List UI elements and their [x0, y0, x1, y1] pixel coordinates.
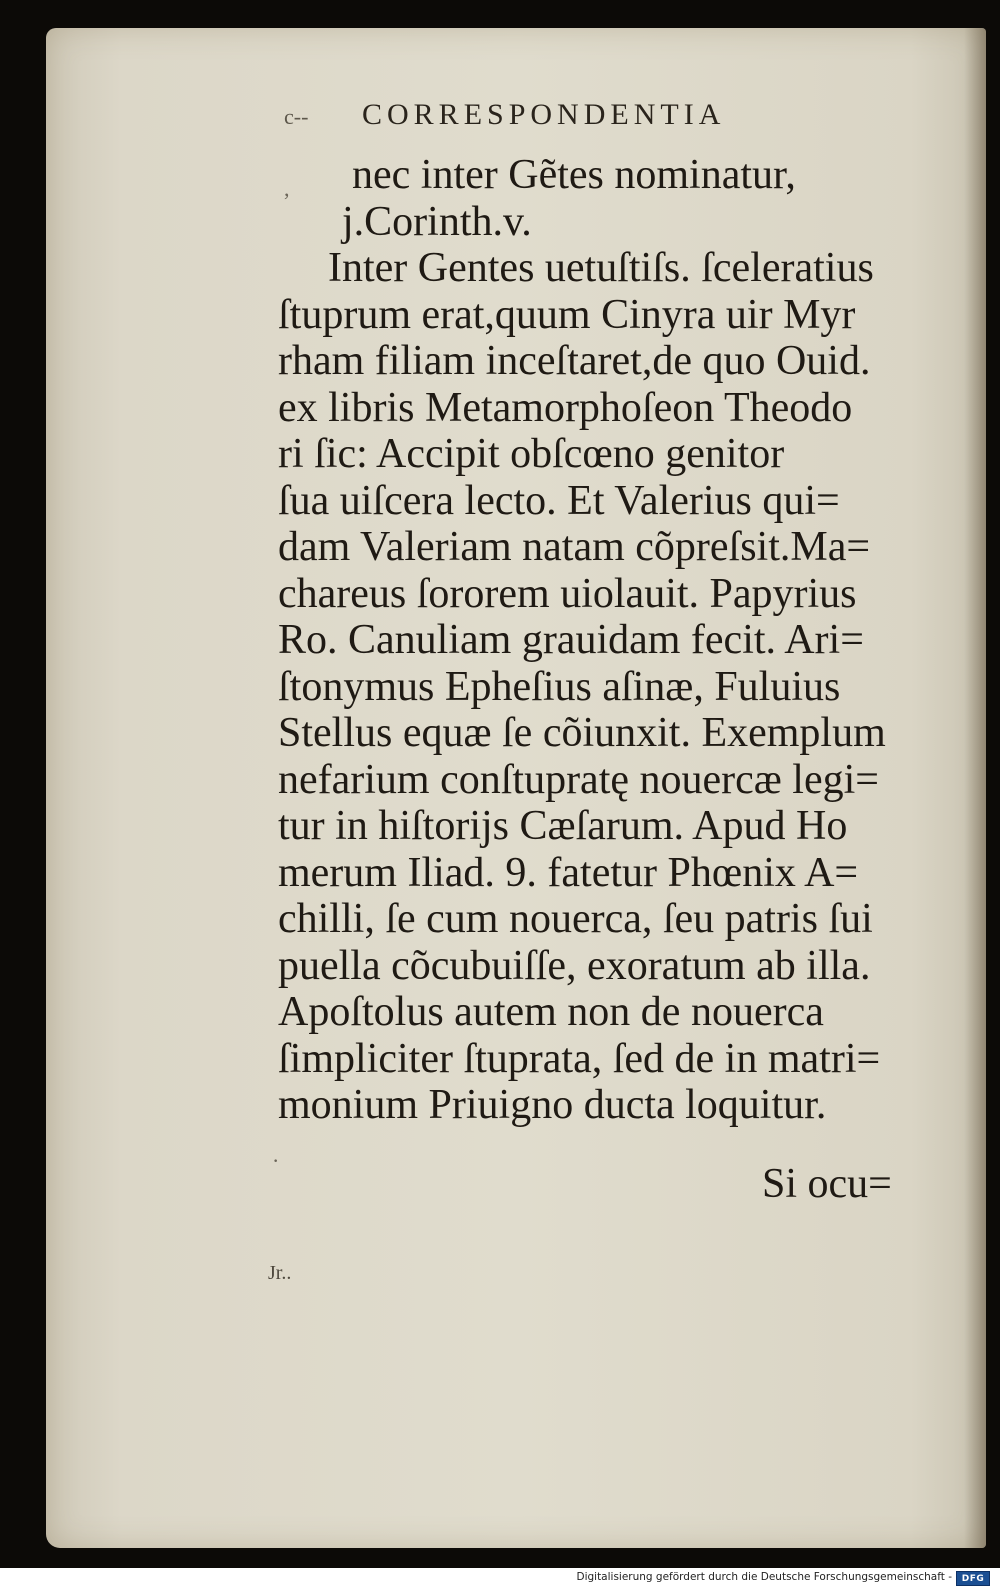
- text-line: dam Valeriam natam cõpreſsit.Ma=: [278, 524, 871, 570]
- page-gutter-shadow: [964, 28, 986, 1548]
- text-line: puella cõcubuiſſe, exoratum ab illa.: [278, 942, 871, 989]
- signature-mark: Jr..: [268, 1262, 292, 1284]
- text-line: Stellus equæ ſe cõiunxit. Exemplum: [278, 710, 886, 756]
- footer-bar: [0, 1568, 1000, 1588]
- margin-speck: ,: [284, 176, 290, 201]
- text-line: Inter Gentes uetuſtiſs. ſceleratius: [328, 245, 874, 291]
- text-line: monium Priuigno ducta loquitur.: [278, 1082, 827, 1128]
- text-line: rham filiam inceſtaret,de quo Ouid.: [278, 338, 871, 384]
- text-line: ri ſic: Accipit obſcœno genitor: [278, 431, 785, 477]
- text-line: nec inter Gẽtes nominatur,: [352, 152, 796, 198]
- text-line: chilli, ſe cum nouerca, ſeu patris ſui: [278, 896, 873, 942]
- body-text: [278, 152, 908, 1129]
- text-line: Apoſtolus autem non de nouerca: [278, 989, 824, 1035]
- text-line: ex libris Metamorphoſeon Theodo: [278, 384, 853, 431]
- text-line: ſua uiſcera lecto. Et Valerius qui=: [278, 477, 840, 524]
- margin-mark: c--: [284, 104, 309, 129]
- margin-speck: ·: [272, 1148, 280, 1173]
- funding-credit: Digitalisierung gefördert durch die Deutsche Forschungsgemeinschaft -: [576, 1571, 952, 1583]
- text-line: ſtonymus Epheſius aſinæ, Fuluius: [278, 663, 841, 710]
- catchword: Si ocu=: [762, 1161, 892, 1207]
- dfg-logo: DFG: [956, 1571, 990, 1586]
- text-line: tur in hiſtorijs Cæſarum. Apud Ho: [278, 803, 848, 849]
- text-line: nefarium conſtupratę nouercæ legi=: [278, 756, 879, 803]
- text-line: ſimpliciter ſtuprata, ſed de in matri=: [278, 1035, 881, 1082]
- text-line: ſtuprum erat,quum Cinyra uir Myr: [278, 291, 856, 338]
- text-line: chareus ſororem uiolauit. Papyrius: [278, 570, 857, 617]
- running-head: CORRESPONDENTIA: [362, 98, 726, 131]
- text-line: Ro. Canuliam grauidam fecit. Ari=: [278, 617, 864, 663]
- text-line: merum Iliad. 9. fatetur Phœnix A=: [278, 849, 859, 896]
- text-line: j.Corinth.v.: [342, 198, 532, 245]
